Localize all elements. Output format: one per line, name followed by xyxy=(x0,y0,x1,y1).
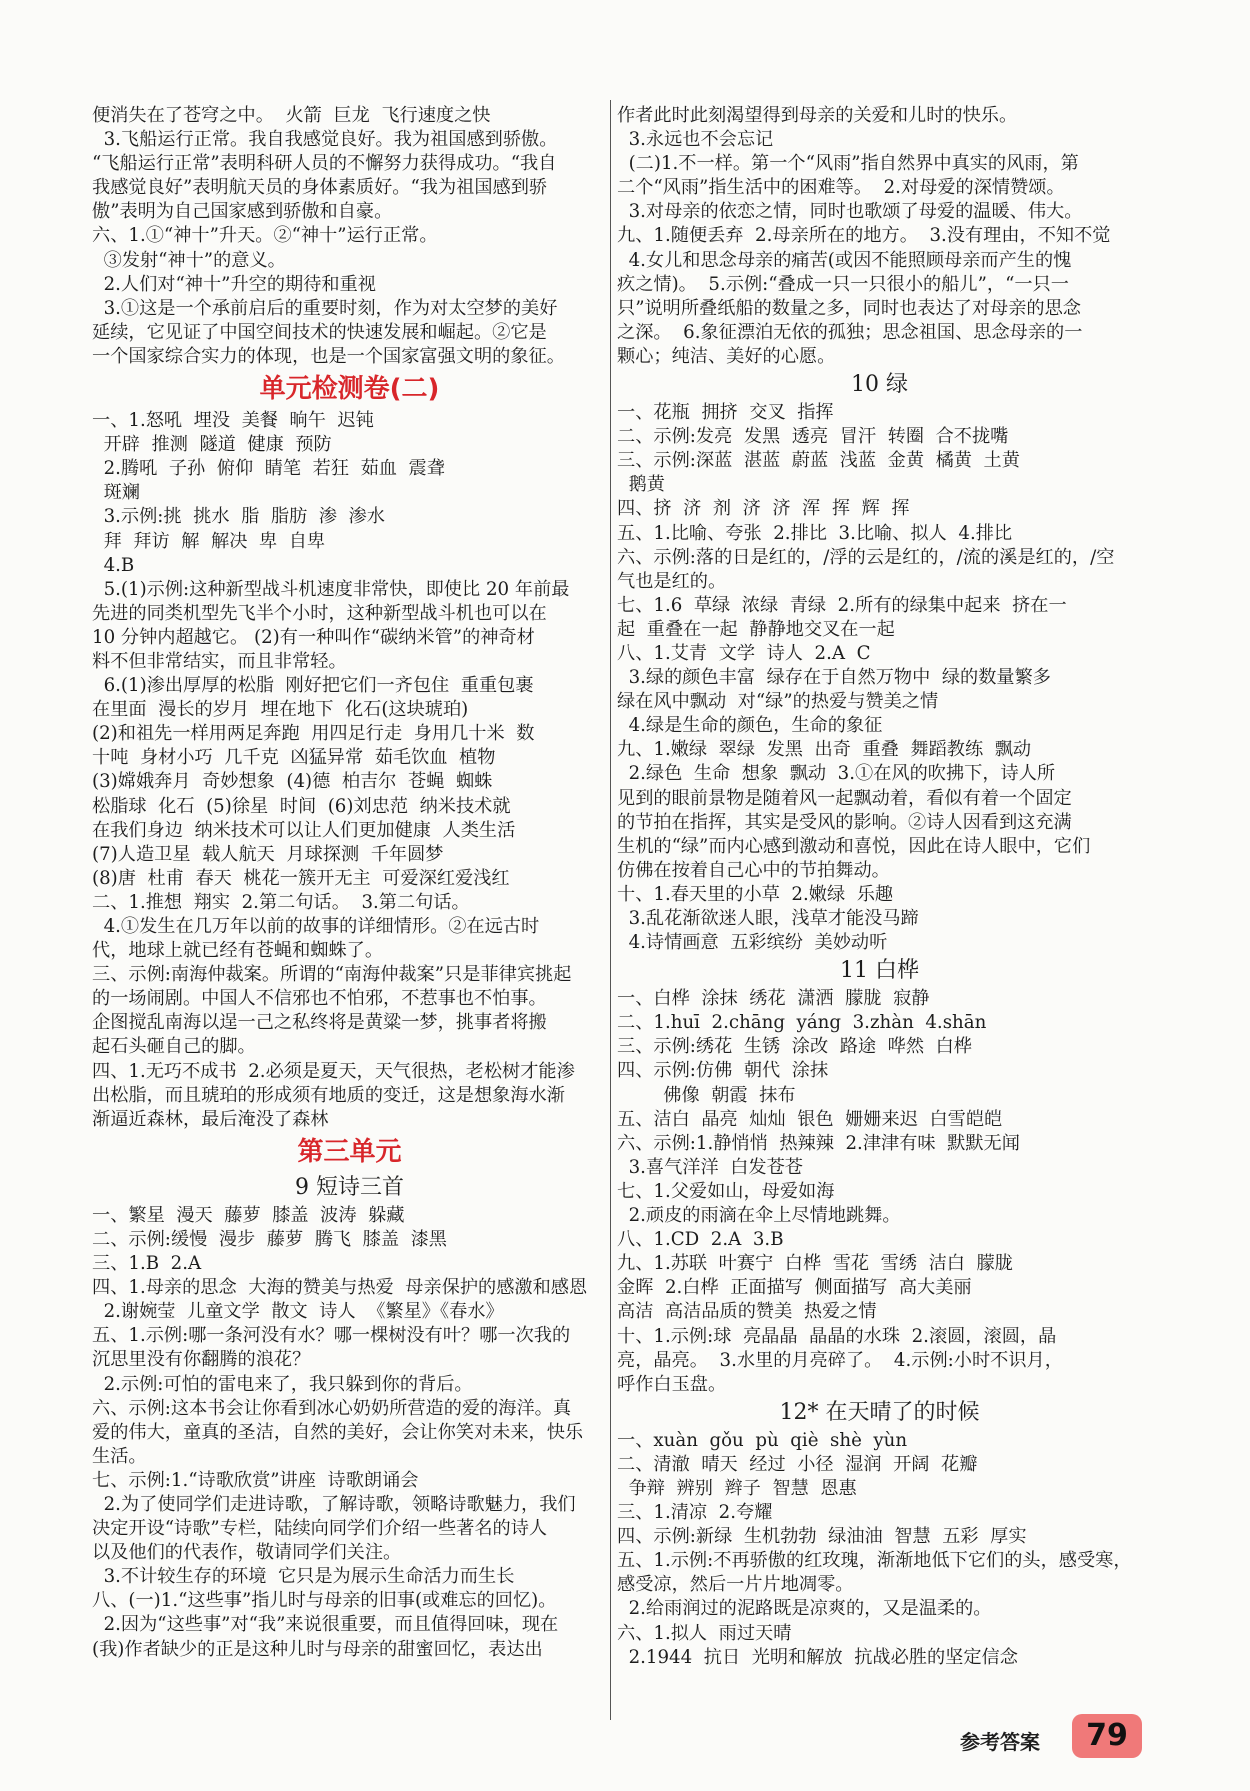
answer-line: 生活。 xyxy=(92,1445,147,1467)
answer-line: 开辟 推测 隧道 健康 预防 xyxy=(92,434,332,456)
answer-line: 2.顽皮的雨滴在伞上尽情地跳舞。 xyxy=(617,1205,901,1227)
answer-line: 颗心；纯洁、美好的心愿。 xyxy=(617,345,836,367)
answer-line: 延续，它见证了中国空间技术的快速发展和崛起。②它是 xyxy=(92,321,547,343)
answer-line: 五、1.比喻、夸张 2.排比 3.比喻、拟人 4.排比 xyxy=(617,522,1013,544)
answer-line: 起 重叠在一起 静静地交叉在一起 xyxy=(617,618,895,640)
lesson-heading: 11 白桦 xyxy=(840,958,919,984)
answer-line: 四、1.无巧不成书 2.必须是夏天，天气很热，老松树才能渗 xyxy=(92,1060,575,1082)
answer-line: 2.腾吼 子孙 俯仰 睛笔 若狂 茹血 震聋 xyxy=(92,458,445,480)
answer-line: 3.喜气洋洋 白发苍苍 xyxy=(617,1156,803,1178)
lesson-heading: 12* 在天晴了的时候 xyxy=(779,1399,980,1425)
answer-line: 二、示例:发亮 发黑 透亮 冒汗 转圈 合不拢嘴 xyxy=(617,426,1009,448)
answer-line: 爱的伟大，童真的圣洁，自然的美好，会让你笑对未来，快乐 xyxy=(92,1421,584,1443)
answer-line: 三、1.B 2.A xyxy=(92,1253,202,1275)
answer-line: (3)嫦娥奔月 奇妙想象 (4)德 柏吉尔 苍蝇 蜘蛛 xyxy=(92,771,493,793)
answer-line: 佛像 朝霞 抹布 xyxy=(617,1084,796,1106)
answer-line: ③发射“神十”的意义。 xyxy=(92,249,286,271)
answer-line: 十、1.示例:球 亮晶晶 晶晶的水珠 2.滚圆，滚圆，晶 xyxy=(617,1325,1057,1347)
answer-line: 金晖 2.白桦 正面描写 侧面描写 高大美丽 xyxy=(617,1277,972,1299)
answer-line: 作者此时此刻渴望得到母亲的关爱和儿时的快乐。 xyxy=(617,105,1018,126)
lesson-heading: 10 绿 xyxy=(851,372,908,398)
answer-line: 呼作白玉盘。 xyxy=(617,1373,727,1395)
answer-line: 四、示例:仿佛 朝代 涂抹 xyxy=(617,1060,829,1082)
answer-line: 感受凉，然后一片片地凋零。 xyxy=(617,1574,854,1596)
footer-label: 参考答案 xyxy=(960,1730,1040,1754)
answer-line: 3.乱花渐欲迷人眼，浅草才能没马蹄 xyxy=(617,908,919,929)
answer-line: 先进的同类机型先飞半个小时，这种新型战斗机也可以在 xyxy=(92,602,547,624)
answer-line: 七、1.6 草绿 浓绿 青绿 2.所有的绿集中起来 挤在一 xyxy=(617,594,1067,616)
answer-line: 4.①发生在几万年以前的故事的详细情形。②在远古时 xyxy=(92,916,540,937)
answer-line: 企图搅乱南海以逞一己之私终将是黄粱一梦，挑事者将搬 xyxy=(92,1012,547,1034)
answer-line: 二、1.推想 翔实 2.第二句话。 3.第二句话。 xyxy=(92,891,470,913)
column-divider xyxy=(610,100,611,1720)
answer-line: 九、1.嫩绿 翠绿 发黑 出奇 重叠 舞蹈教练 飘动 xyxy=(617,739,1032,761)
answer-line: 七、示例:1.“诗歌欣赏”讲座 诗歌朗诵会 xyxy=(92,1469,419,1491)
answer-line: 见到的眼前景物是随着风一起飘动着，看似有着一个固定 xyxy=(617,787,1072,809)
answer-line: 疚之情)。 5.示例:“叠成一只一只很小的船儿”，“一只一 xyxy=(617,273,1069,295)
answer-line: 九、1.随便丢弃 2.母亲所在的地方。 3.没有理由，不知不觉 xyxy=(617,225,1111,247)
answer-line: 五、洁白 晶亮 灿灿 银色 姗姗来迟 白雪皑皑 xyxy=(617,1108,1003,1130)
answer-line: “飞船运行正常”表明科研人员的不懈努力获得成功。“我自 xyxy=(92,153,557,175)
answer-line: 二、示例:缓慢 漫步 藤萝 腾飞 膝盖 漆黑 xyxy=(92,1228,447,1250)
answer-line: 2.示例:可怕的雷电来了，我只躲到你的背后。 xyxy=(92,1373,473,1395)
answer-line: 二个“风雨”指生活中的困难等。 2.对母爱的深情赞颂。 xyxy=(617,177,1065,199)
answer-line: (二)1.不一样。第一个“风雨”指自然界中真实的风雨，第 xyxy=(617,153,1079,175)
answer-line: (8)唐 杜甫 春天 桃花一簇开无主 可爱深红爱浅红 xyxy=(92,867,510,889)
answer-line: 一、繁星 漫天 藤萝 膝盖 波涛 躲藏 xyxy=(92,1204,405,1226)
answer-line: 便消失在了苍穹之中。 火箭 巨龙 飞行速度之快 xyxy=(92,105,491,126)
answer-line: 八、1.CD 2.A 3.B xyxy=(617,1229,784,1251)
answer-line: 3.永远也不会忘记 xyxy=(617,129,774,151)
answer-line: 六、示例:落的日是红的，/浮的云是红的，/流的溪是红的，/空 xyxy=(617,546,1115,568)
answer-line: 2.1944 抗日 光明和解放 抗战必胜的坚定信念 xyxy=(617,1646,1018,1668)
answer-line: 3.飞船运行正常。我自我感觉良好。我为祖国感到骄傲。 xyxy=(92,129,558,151)
answer-line: 5.(1)示例:这种新型战斗机速度非常快，即使比 20 年前最 xyxy=(92,578,570,600)
answer-line: 2.绿色 生命 想象 飘动 3.①在风的吹拂下，诗人所 xyxy=(617,763,1056,785)
answer-line: 四、挤 济 剂 济 济 浑 挥 辉 挥 xyxy=(617,498,910,520)
answer-line: 起石头砸自己的脚。 xyxy=(92,1036,256,1058)
answer-line: 五、1.示例:哪一条河没有水？哪一棵树没有叶？哪一次我的 xyxy=(92,1325,571,1347)
left-column xyxy=(92,104,607,1662)
answer-line: 的一场闹剧。中国人不信邪也不怕邪，不惹事也不怕事。 xyxy=(92,988,547,1010)
answer-line: 渐逼近森林，最后淹没了森林 xyxy=(92,1108,329,1130)
answer-line: 仿佛在按着自己心中的节拍舞动。 xyxy=(617,859,890,881)
lesson-heading: 9 短诗三首 xyxy=(295,1174,404,1200)
answer-line: 之深。 6.象征漂泊无依的孤独；思念祖国、思念母亲的一 xyxy=(617,321,1083,343)
answer-line: 十、1.春天里的小草 2.嫩绿 乐趣 xyxy=(617,883,894,905)
answer-line: 八、1.艾青 文学 诗人 2.A C xyxy=(617,642,871,664)
answer-line: 2.谢婉莹 儿童文学 散文 诗人 《繁星》《春水》 xyxy=(92,1301,504,1323)
answer-line: 一、1.怒吼 埋没 美餐 晌午 迟钝 xyxy=(92,410,374,432)
answer-line: 一、花瓶 拥挤 交叉 指挥 xyxy=(617,402,834,424)
answer-line: 只”说明所叠纸船的数量之多，同时也表达了对母亲的思念 xyxy=(617,297,1081,319)
answer-line: 4.绿是生命的颜色，生命的象征 xyxy=(617,715,883,737)
answer-line: 3.不计较生存的环境 它只是为展示生命活力而生长 xyxy=(92,1566,515,1588)
answer-line: 一个国家综合实力的体现，也是一个国家富强文明的象征。 xyxy=(92,345,565,367)
answer-line: 2.为了使同学们走进诗歌，了解诗歌，领略诗歌魅力，我们 xyxy=(92,1493,576,1515)
answer-line: 沉思里没有你翻腾的浪花？ xyxy=(92,1349,311,1371)
answer-line: 六、示例:1.静悄悄 热辣辣 2.津津有味 默默无闻 xyxy=(617,1132,1020,1154)
answer-line: 六、示例:这本书会让你看到冰心奶奶所营造的爱的海洋。真 xyxy=(92,1397,572,1419)
answer-line: 2.给雨润过的泥路既是凉爽的，又是温柔的。 xyxy=(617,1598,992,1620)
answer-line: 在我们身边 纳米技术可以让人们更加健康 人类生活 xyxy=(92,819,516,841)
answer-line: 3.对母亲的依恋之情，同时也歌颂了母爱的温暖、伟大。 xyxy=(617,201,1083,223)
answer-line: 三、示例:绣花 生锈 涂改 路途 哗然 白桦 xyxy=(617,1036,972,1058)
answer-line: 的节拍在指挥，其实是受风的影响。②诗人因看到这充满 xyxy=(617,811,1072,833)
answer-line: 4.女儿和思念母亲的痛苦(或因不能照顾母亲而产生的愧 xyxy=(617,249,1072,271)
answer-line: 3.绿的颜色丰富 绿存在于自然万物中 绿的数量繁多 xyxy=(617,667,1051,689)
answer-line: 在里面 漫长的岁月 埋在地下 化石(这块琥珀) xyxy=(92,699,469,721)
answer-line: 绿在风中飘动 对“绿”的热爱与赞美之情 xyxy=(617,691,939,713)
answer-line: 三、1.清凉 2.夸耀 xyxy=(617,1502,773,1524)
answer-line: 我感觉良好”表明航天员的身体素质好。“我为祖国感到骄 xyxy=(92,177,548,199)
answer-line: (我)作者缺少的正是这种儿时与母亲的甜蜜回忆，表达出 xyxy=(92,1638,543,1660)
answer-line: 6.(1)渗出厚厚的松脂 刚好把它们一齐包住 重重包裹 xyxy=(92,675,534,697)
answer-line: 斑斓 xyxy=(92,482,140,504)
answer-line: 四、1.母亲的思念 大海的赞美与热爱 母亲保护的感激和感恩 xyxy=(92,1277,588,1299)
answer-line: (7)人造卫星 载人航天 月球探测 千年圆梦 xyxy=(92,843,444,865)
answer-line: 六、1.拟人 雨过天晴 xyxy=(617,1622,792,1644)
answer-line: 料不但非常结实，而且非常轻。 xyxy=(92,650,347,672)
answer-line: 七、1.父爱如山，母爱如海 xyxy=(617,1180,835,1202)
answer-line: 出松脂，而且琥珀的形成须有地质的变迁，这是想象海水渐 xyxy=(92,1084,565,1106)
answer-line: 十吨 身材小巧 几千克 凶猛异常 茹毛饮血 植物 xyxy=(92,747,496,769)
answer-line: 二、清澈 晴天 经过 小径 湿润 开阔 花瓣 xyxy=(617,1453,978,1475)
answer-line: 4.B xyxy=(92,554,135,576)
answer-line: 2.因为“这些事”对“我”来说很重要，而且值得回味，现在 xyxy=(92,1614,559,1636)
answer-line: 四、示例:新绿 生机勃勃 绿油油 智慧 五彩 厚实 xyxy=(617,1526,1027,1548)
answer-line: (2)和祖先一样用两足奔跑 用四足行走 身用几十米 数 xyxy=(92,723,535,745)
answer-line: 鹅黄 xyxy=(617,474,665,496)
answer-line: 2.人们对“神十”升空的期待和重视 xyxy=(92,273,376,295)
answer-line: 3.示例:挑 挑水 脂 脂肪 渗 渗水 xyxy=(92,506,385,528)
answer-line: 高洁 高洁品质的赞美 热爱之情 xyxy=(617,1301,877,1323)
answer-line: 拜 拜访 解 解决 卑 自卑 xyxy=(92,530,326,552)
answer-line: 4.诗情画意 五彩缤纷 美妙动听 xyxy=(617,932,888,954)
answer-line: 傲”表明为自己国家感到骄傲和自豪。 xyxy=(92,201,393,223)
unit-heading: 单元检测卷(二) xyxy=(259,374,440,405)
answer-line: 以及他们的代表作，敬请同学们关注。 xyxy=(92,1542,402,1564)
right-column xyxy=(617,104,1142,1670)
answer-line: 3.①这是一个承前启后的重要时刻，作为对太空梦的美好 xyxy=(92,297,558,319)
answer-line: 一、xuàn gǒu pù qiè shè yùn xyxy=(617,1429,908,1451)
answer-line: 代，地球上就已经有苍蝇和蜘蛛了。 xyxy=(92,940,384,962)
answer-line: 一、白桦 涂抹 绣花 潇洒 朦胧 寂静 xyxy=(617,988,930,1010)
answer-line: 三、示例:深蓝 湛蓝 蔚蓝 浅蓝 金黄 橘黄 土黄 xyxy=(617,450,1020,472)
answer-line: 决定开设“诗歌”专栏，陆续向同学们介绍一些著名的诗人 xyxy=(92,1518,548,1540)
answer-line: 九、1.苏联 叶赛宁 白桦 雪花 雪绣 洁白 朦胧 xyxy=(617,1253,1013,1275)
answer-line: 五、1.示例:不再骄傲的红玫瑰，渐渐地低下它们的头，感受寒， xyxy=(617,1550,1132,1572)
answer-line: 三、示例:南海仲裁案。所谓的“南海仲裁案”只是菲律宾挑起 xyxy=(92,964,572,986)
answer-line: 争辩 辨别 辫子 智慧 恩惠 xyxy=(617,1477,857,1499)
answer-line: 气也是红的。 xyxy=(617,570,727,592)
unit-heading: 第三单元 xyxy=(297,1136,402,1167)
answer-line: 八、(一)1.“这些事”指儿时与母亲的旧事(或难忘的回忆)。 xyxy=(92,1590,557,1612)
answer-line: 二、1.huī 2.chāng yáng 3.zhàn 4.shān xyxy=(617,1012,987,1034)
page-number: 79 xyxy=(1072,1714,1142,1758)
answer-line: 生机的“绿”而内心感到激动和喜悦，因此在诗人眼中，它们 xyxy=(617,835,1091,857)
answer-line: 10 分钟内超越它。 (2)有一种叫作“碳纳米管”的神奇材 xyxy=(92,626,535,648)
answer-line: 六、1.①“神十”升天。②“神十”运行正常。 xyxy=(92,225,438,247)
answer-line: 亮，晶亮。 3.水里的月亮碎了。 4.示例:小时不识月， xyxy=(617,1349,1063,1371)
answer-line: 松脂球 化石 (5)徐星 时间 (6)刘忠范 纳米技术就 xyxy=(92,795,511,817)
